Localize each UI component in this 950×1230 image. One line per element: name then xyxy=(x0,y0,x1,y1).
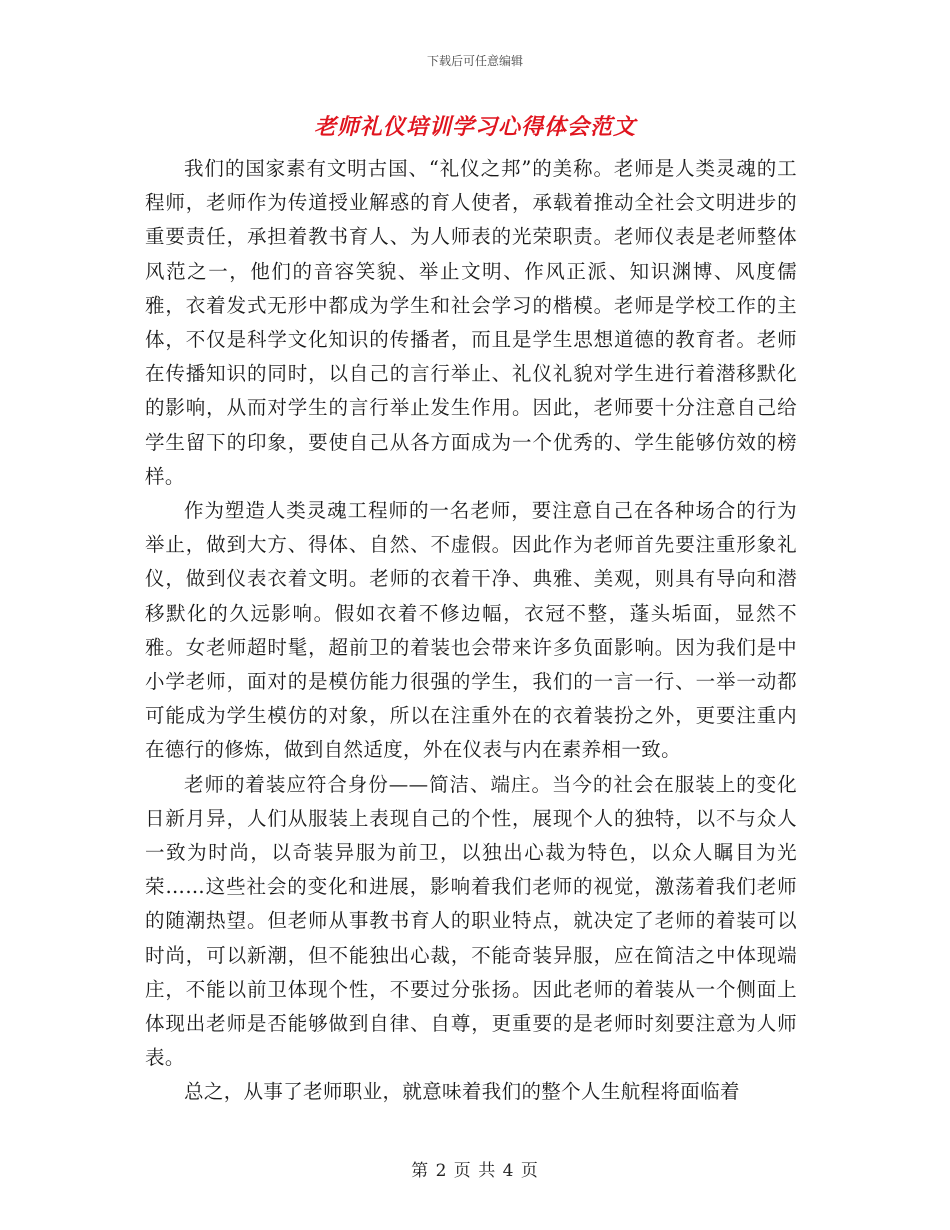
document-body xyxy=(145,152,797,1110)
paragraph-2: 作为塑造人类灵魂工程师的一名老师，要注意自己在各种场合的行为举止，做到大方、得体、自然、不虚假。因此作为老师首先要注重形象礼仪，做到仪表衣着文明。老师的衣着干净、典雅、美观，则具有导向和潜移默化的久远影响。假如衣着不修边幅，衣冠不整，蓬头垢面，显然不雅。女老师超时髦，超前卫的着装也会带来许多负面影响。因为我们是中小学老师，面对的是模仿能力很强的学生，我们的一言一行、一举一动都可能成为学生模仿的对象，所以在注重外在的衣着装扮之外，更要注重内在德行的修炼，做到自然适度，外在仪表与内在素养相一致。 xyxy=(145,499,797,762)
paragraph-1: 我们的国家素有文明古国、“礼仪之邦”的美称。老师是人类灵魂的工程师，老师作为传道授业解惑的育人使者，承载着推动全社会文明进步的重要责任，承担着教书育人、为人师表的光荣职责。老师仪表是老师整体风范之一，他们的音容笑貌、举止文明、作风正派、知识渊博、风度儒雅，衣着发式无形中都成为学生和社会学习的楷模。老师是学校工作的主体，不仅是科学文化知识的传播者，而且是学生思想道德的教育者。老师在传播知识的同时，以自己的言行举止、礼仪礼貌对学生进行着潜移默化的影响，从而对学生的言行举止发生作用。因此，老师要十分注意自己给学生留下的印象，要使自己从各方面成为一个优秀的、学生能够仿效的榜样。 xyxy=(145,157,797,488)
paragraph-3: 老师的着装应符合身份——简洁、端庄。当今的社会在服装上的变化日新月异，人们从服装上表现自己的个性，展现个人的独特，以不与众人一致为时尚，以奇装异服为前卫，以独出心裁为特色，以众人瞩目为光荣……这些社会的变化和进展，影响着我们老师的视觉，激荡着我们老师的随潮热望。但老师从事教书育人的职业特点，就决定了老师的着装可以时尚，可以新潮，但不能独出心裁，不能奇装异服，应在简洁之中体现端庄，不能以前卫体现个性，不要过分张扬。因此老师的着装从一个侧面上体现出老师是否能够做到自律、自尊，更重要的是老师时刻要注意为人师表。 xyxy=(145,772,797,1070)
paragraph-4: 总之，从事了老师职业，就意味着我们的整个人生航程将面临着 xyxy=(184,1080,740,1104)
header-note: 下载后可任意编辑 xyxy=(426,54,523,68)
page-number-footer: 第 2 页 共 4 页 xyxy=(411,1161,539,1181)
document-title: 老师礼仪培训学习心得体会范文 xyxy=(313,114,636,140)
